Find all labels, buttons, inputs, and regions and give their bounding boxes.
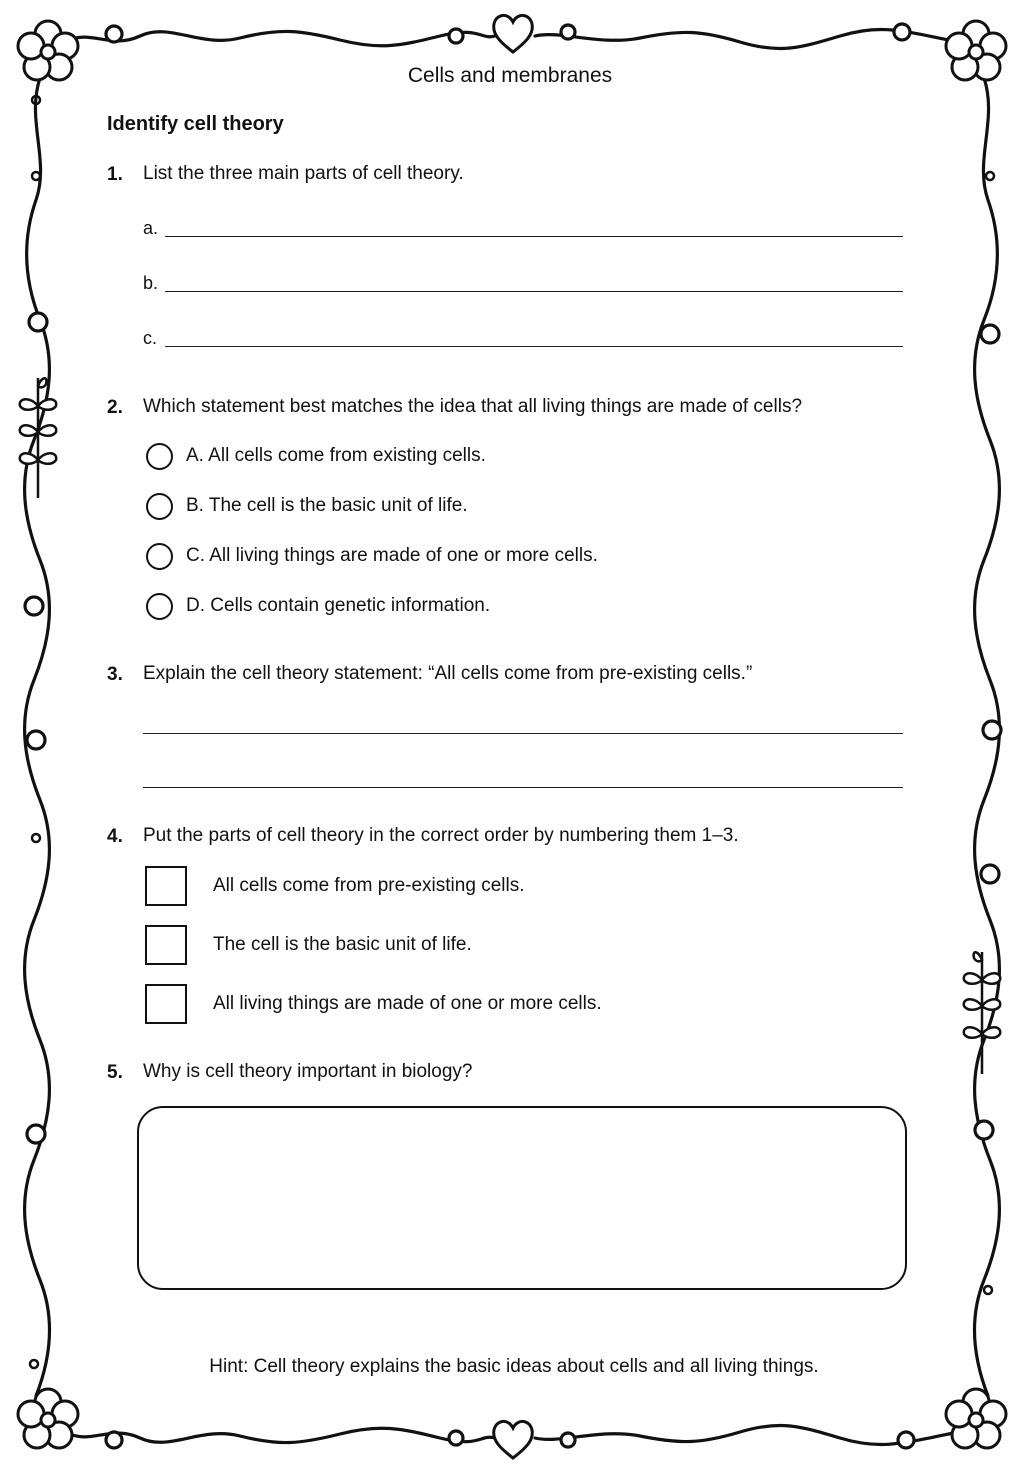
q2-option-b-radio[interactable]: [146, 493, 173, 520]
worksheet-title: Cells and membranes: [407, 64, 613, 87]
q2-option-c-label: C. All living things are made of one or more cells.: [186, 545, 598, 566]
q1-answer-line-c[interactable]: [165, 346, 903, 347]
q1-answer-line-a[interactable]: [165, 236, 903, 237]
q2-option-d-radio[interactable]: [146, 593, 173, 620]
flower-icon: [18, 1389, 78, 1448]
q4-item-3: All living things are made of one or more cells.: [213, 993, 602, 1014]
section-heading: Identify cell theory: [107, 113, 284, 135]
flower-icon: [946, 1389, 1006, 1448]
q5-number: 5.: [107, 1062, 123, 1083]
q3-answer-line-1[interactable]: [143, 733, 903, 734]
q2-option-c-radio[interactable]: [146, 543, 173, 570]
q3-answer-line-2[interactable]: [143, 787, 903, 788]
q2-option-b-label: B. The cell is the basic unit of life.: [186, 495, 468, 516]
q4-order-box-3[interactable]: [145, 984, 187, 1024]
q2-option-a-label: A. All cells come from existing cells.: [186, 445, 486, 466]
q4-order-box-1[interactable]: [145, 866, 187, 906]
q4-item-2: The cell is the basic unit of life.: [213, 934, 472, 955]
q4-order-box-2[interactable]: [145, 925, 187, 965]
q1-blank-label-c: c.: [143, 328, 158, 348]
q1-answer-line-b[interactable]: [165, 291, 903, 292]
q2-option-a-radio[interactable]: [146, 443, 173, 470]
q1-text: List the three main parts of cell theory.: [143, 163, 464, 184]
q1-blank-label-b: b.: [143, 273, 159, 293]
q1-number: 1.: [107, 164, 123, 185]
q5-answer-box[interactable]: [137, 1106, 907, 1290]
q4-number: 4.: [107, 826, 123, 847]
leaf-sprig-icon: [964, 952, 1000, 1074]
q4-text: Put the parts of cell theory in the correct order by numbering them 1–3.: [143, 825, 739, 846]
q3-text: Explain the cell theory statement: “All cells come from pre-existing cells.”: [143, 663, 753, 684]
q2-option-d-label: D. Cells contain genetic information.: [186, 595, 491, 616]
q2-text: Which statement best matches the idea that all living things are made of cells?: [143, 396, 803, 417]
q5-text: Why is cell theory important in biology?: [143, 1061, 473, 1082]
q1-blank-label-a: a.: [143, 218, 159, 238]
q4-item-1: All cells come from pre-existing cells.: [213, 875, 525, 896]
q2-number: 2.: [107, 397, 123, 418]
q3-number: 3.: [107, 664, 123, 685]
hint-text: Hint: Cell theory explains the basic ideas about cells and all living things.: [209, 1356, 819, 1377]
